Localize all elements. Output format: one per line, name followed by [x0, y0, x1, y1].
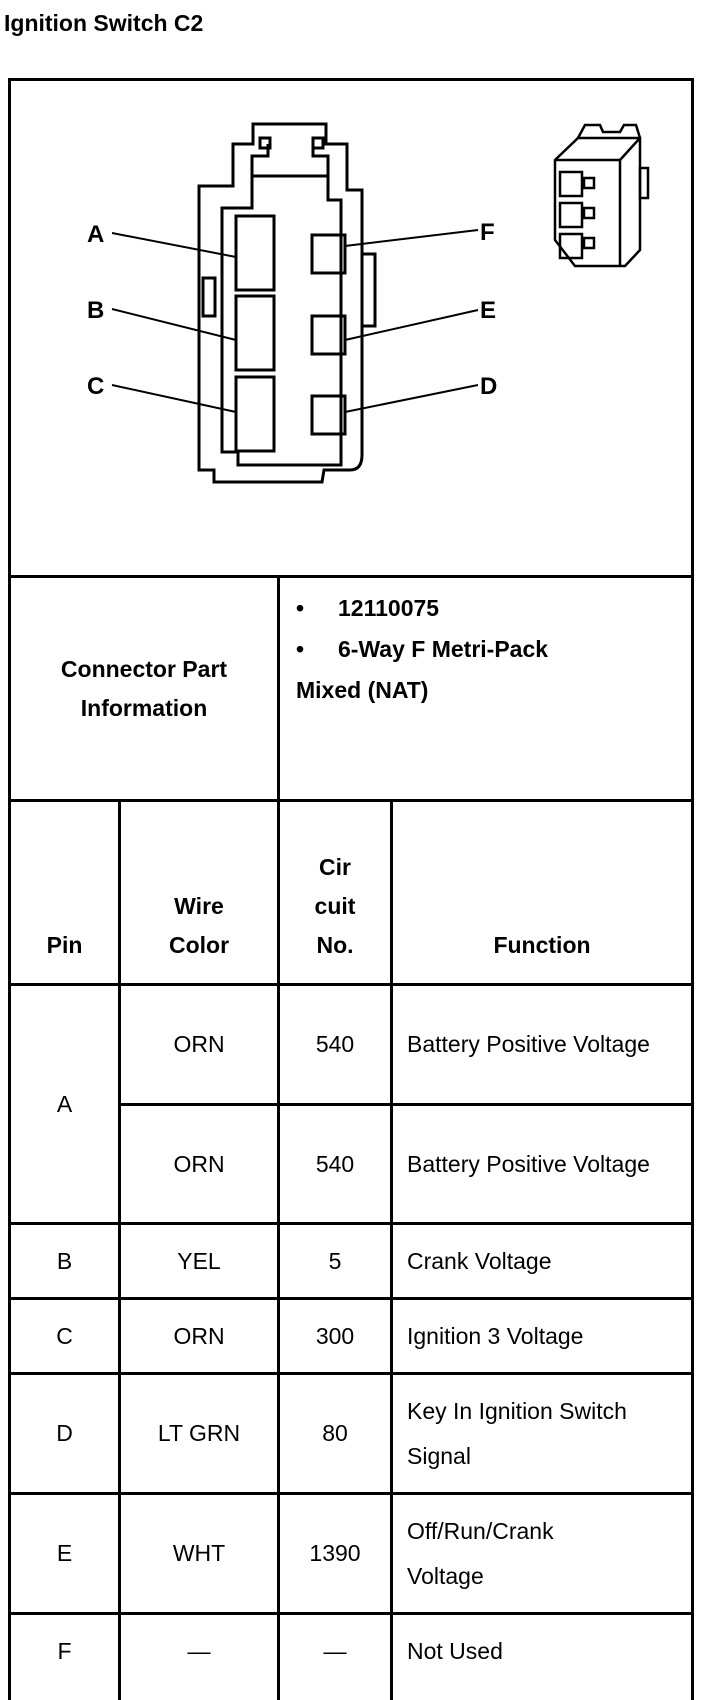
- part-family: Mixed (NAT): [296, 677, 429, 703]
- table-cell-wire-color: ORN: [173, 1150, 225, 1177]
- table-cell-circuit: 300: [315, 1322, 355, 1349]
- table-cell-pin: D: [56, 1420, 73, 1446]
- connector-part-info: • 12110075 • 6-Way F Metri-Pack Mixed (NAT): [296, 588, 548, 711]
- table-cell-circuit: 1390: [309, 1540, 361, 1566]
- part-number: 12110075: [338, 595, 440, 621]
- table-cell-function: Off/Run/Crank Voltage: [407, 1517, 554, 1589]
- pin-label-b: B: [87, 297, 105, 324]
- table-cell-circuit: —: [323, 1637, 347, 1664]
- header-wire-color: Wire Color: [168, 893, 230, 958]
- header-circuit: Cir cuit No.: [314, 854, 356, 958]
- table-cell-pin: C: [56, 1322, 73, 1349]
- connector-part-info-label: Connector Part Information: [60, 655, 228, 721]
- table-cell-circuit: 540: [315, 1150, 355, 1177]
- header-pin: Pin: [46, 932, 83, 958]
- pin-label-a: A: [87, 221, 105, 248]
- pin-label-c: C: [87, 373, 105, 400]
- table-cell-function: Battery Positive Voltage: [407, 1150, 650, 1177]
- connector-3d-icon: [555, 125, 648, 266]
- header-function: Function: [493, 932, 591, 958]
- part-type: 6-Way F Metri-Pack: [338, 636, 549, 662]
- table-cell-pin: E: [56, 1540, 73, 1566]
- table-cell-wire-color: LT GRN: [157, 1420, 241, 1446]
- table-cell-function: Crank Voltage: [407, 1247, 552, 1274]
- table-cell-function: Key In Ignition Switch Signal: [407, 1397, 627, 1469]
- pin-label-e: E: [480, 297, 497, 324]
- table-cell-pin: B: [56, 1247, 73, 1274]
- table-cell-wire-color: ORN: [173, 1322, 225, 1349]
- table-cell-wire-color: WHT: [172, 1540, 226, 1566]
- table-cell-pin: F: [57, 1637, 72, 1664]
- table-cell-wire-color: YEL: [177, 1247, 221, 1274]
- table-cell-pin: A: [56, 1090, 73, 1117]
- table-cell-wire-color: ORN: [173, 1031, 225, 1057]
- table-cell-circuit: 540: [315, 1031, 355, 1057]
- page-title: Ignition Switch C2: [4, 10, 204, 36]
- table-cell-circuit: 80: [322, 1420, 348, 1446]
- pin-label-d: D: [480, 373, 498, 400]
- table-cell-function: Battery Positive Voltage: [407, 1031, 650, 1057]
- table-cell-function: Not Used: [407, 1637, 503, 1664]
- pin-label-f: F: [480, 219, 495, 246]
- table-cell-circuit: 5: [328, 1247, 342, 1274]
- table-cell-wire-color: —: [187, 1637, 211, 1664]
- table-cell-function: Ignition 3 Voltage: [407, 1322, 584, 1349]
- connector-face-diagram: [0, 0, 704, 580]
